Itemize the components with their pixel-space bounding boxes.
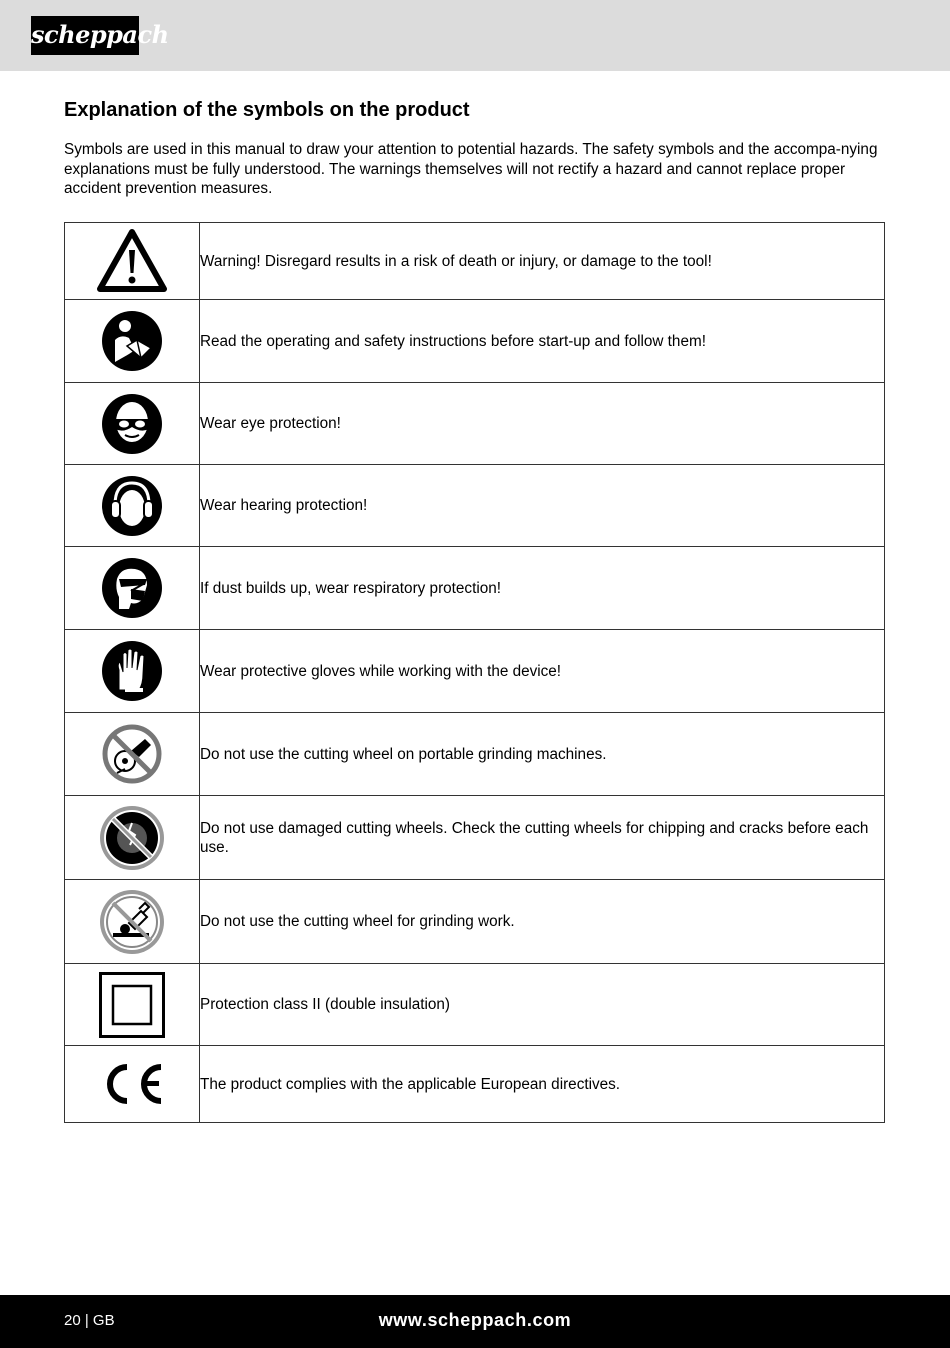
website-link[interactable]: www.scheppach.com — [378, 1310, 572, 1330]
hearing-protection-icon — [101, 475, 163, 537]
table-row — [65, 465, 885, 547]
intro-paragraph: Symbols are used in this manual to draw your attention to potential hazards. The safety symbols and the accompa-nying explanations must be fully understood. The warnings themselves will not rectify a hazard and cannot replace proper accident prevention measures. — [64, 141, 878, 197]
table-row — [65, 796, 885, 880]
table-row — [65, 300, 885, 383]
respiratory-protection-icon — [101, 557, 163, 619]
warning-triangle-icon — [96, 228, 168, 294]
table-row — [65, 1046, 885, 1123]
read-manual-icon — [101, 310, 163, 372]
symbol-description: The product complies with the applicable European directives. — [200, 1046, 885, 1123]
symbol-description: Wear eye protection! — [200, 383, 885, 465]
page-footer — [0, 1295, 950, 1348]
symbol-description: Wear protective gloves while working with the device! — [200, 630, 885, 713]
protection-class-2-icon — [99, 972, 165, 1038]
eye-protection-icon — [101, 393, 163, 455]
no-grinding-work-icon — [99, 889, 165, 955]
symbol-description: Read the operating and safety instructions before start-up and follow them! — [200, 300, 885, 383]
table-row — [65, 223, 885, 300]
gloves-icon — [101, 640, 163, 702]
no-damaged-wheel-icon — [99, 805, 165, 871]
symbol-description: Do not use damaged cutting wheels. Check the cutting wheels for chipping and cracks before each use. — [200, 796, 885, 880]
symbol-description: Protection class II (double insulation) — [200, 964, 885, 1046]
page-header — [0, 0, 950, 71]
table-row — [65, 964, 885, 1046]
symbol-description: Wear hearing protection! — [200, 465, 885, 547]
table-row — [65, 630, 885, 713]
ce-mark-icon — [99, 1061, 165, 1107]
table-row — [65, 880, 885, 964]
symbol-description: Warning! Disregard results in a risk of death or injury, or damage to the tool! — [200, 223, 885, 300]
table-row — [65, 383, 885, 465]
scheppach-logo: scheppach — [31, 16, 139, 55]
section-title: Explanation of the symbols on the product — [64, 99, 470, 121]
page-number: 20 | GB — [64, 1312, 115, 1329]
table-row — [65, 713, 885, 796]
no-portable-grinder-icon — [101, 723, 163, 785]
symbol-description: Do not use the cutting wheel for grinding work. — [200, 880, 885, 964]
symbol-description: If dust builds up, wear respiratory protection! — [200, 547, 885, 630]
table-row — [65, 547, 885, 630]
symbols-table — [64, 222, 885, 1123]
symbol-description: Do not use the cutting wheel on portable grinding machines. — [200, 713, 885, 796]
